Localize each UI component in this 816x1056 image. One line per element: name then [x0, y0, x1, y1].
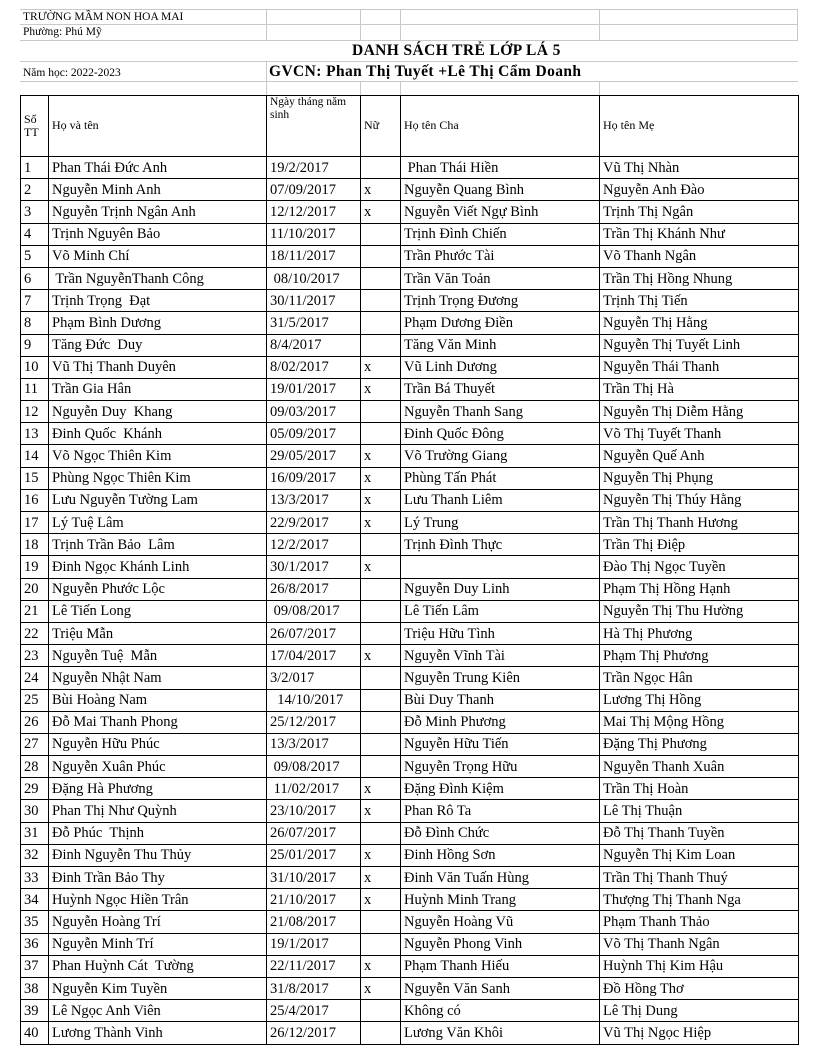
- cell-name: Nguyễn Xuân Phúc: [49, 756, 267, 778]
- cell-female: x: [361, 356, 401, 378]
- table-row: [21, 911, 799, 933]
- ward-name: Phường: Phú Mỹ: [23, 26, 102, 38]
- cell-female: [361, 245, 401, 267]
- table-row: [21, 157, 799, 179]
- cell-no: 8: [21, 312, 49, 334]
- cell-female: x: [361, 867, 401, 889]
- cell-dob: 25/01/2017: [267, 844, 361, 866]
- cell-name: Triệu Mẫn: [49, 622, 267, 644]
- cell-father: Nguyễn Thanh Sang: [401, 401, 600, 423]
- cell-father: Triệu Hữu Tình: [401, 622, 600, 644]
- cell-dob: 26/07/2017: [267, 622, 361, 644]
- cell-mother: Lương Thị Hồng: [600, 689, 799, 711]
- cell-female: [361, 711, 401, 733]
- table-row: [21, 822, 799, 844]
- cell-female: x: [361, 778, 401, 800]
- cell-dob: 26/07/2017: [267, 822, 361, 844]
- cell-female: [361, 157, 401, 179]
- table-row: [21, 867, 799, 889]
- cell-name: Phạm Bình Dương: [49, 312, 267, 334]
- cell-father: Nguyễn Duy Linh: [401, 578, 600, 600]
- col-header-father: Họ tên Cha: [401, 96, 600, 157]
- sheet-header: [20, 9, 798, 95]
- cell-dob: 09/03/2017: [267, 401, 361, 423]
- cell-name: Trịnh Trọng Đạt: [49, 290, 267, 312]
- cell-name: Nguyễn Minh Trí: [49, 933, 267, 955]
- cell-mother: Nguyễn Thị Thu Hường: [600, 600, 799, 622]
- cell-father: Phạm Thanh Hiếu: [401, 955, 600, 977]
- cell-female: [361, 667, 401, 689]
- cell-mother: Trịnh Thị Ngân: [600, 201, 799, 223]
- table-row: [21, 356, 799, 378]
- table-row: [21, 223, 799, 245]
- cell-dob: 31/8/2017: [267, 977, 361, 999]
- cell-name: Nguyễn Phước Lộc: [49, 578, 267, 600]
- table-row: [21, 489, 799, 511]
- cell-father: Trần Bá Thuyết: [401, 378, 600, 400]
- cell-mother: Thượng Thị Thanh Nga: [600, 889, 799, 911]
- cell-father: Phạm Dương Điền: [401, 312, 600, 334]
- cell-father: Nguyễn Vĩnh Tài: [401, 645, 600, 667]
- school-name: TRƯỜNG MẦM NON HOA MAI: [23, 11, 184, 23]
- table-row: [21, 378, 799, 400]
- cell-female: x: [361, 844, 401, 866]
- cell-mother: Trần Thị Thanh Hương: [600, 512, 799, 534]
- cell-dob: 22/11/2017: [267, 955, 361, 977]
- table-row: [21, 622, 799, 644]
- cell-dob: 30/1/2017: [267, 556, 361, 578]
- cell-mother: Hà Thị Phương: [600, 622, 799, 644]
- table-row: [21, 933, 799, 955]
- cell-no: 1: [21, 157, 49, 179]
- cell-dob: 29/05/2017: [267, 445, 361, 467]
- cell-dob: 12/12/2017: [267, 201, 361, 223]
- cell-no: 2: [21, 179, 49, 201]
- cell-name: Trần Gia Hân: [49, 378, 267, 400]
- table-row: [21, 645, 799, 667]
- cell-father: Đặng Đình Kiệm: [401, 778, 600, 800]
- cell-female: [361, 334, 401, 356]
- table-row: [21, 689, 799, 711]
- cell-name: Đinh Nguyễn Thu Thủy: [49, 844, 267, 866]
- cell-female: [361, 267, 401, 289]
- cell-no: 23: [21, 645, 49, 667]
- cell-dob: 3/2/017: [267, 667, 361, 689]
- homeroom-teachers: GVCN: Phan Thị Tuyết +Lê Thị Cẩm Doanh: [269, 63, 582, 80]
- table-row: [21, 1000, 799, 1022]
- cell-dob: 19/2/2017: [267, 157, 361, 179]
- cell-dob: 08/10/2017: [267, 267, 361, 289]
- cell-mother: Phạm Thị Phương: [600, 645, 799, 667]
- cell-dob: 31/10/2017: [267, 867, 361, 889]
- cell-female: [361, 290, 401, 312]
- cell-dob: 17/04/2017: [267, 645, 361, 667]
- cell-father: Huỳnh Minh Trang: [401, 889, 600, 911]
- cell-no: 17: [21, 512, 49, 534]
- class-roster-sheet: [20, 9, 798, 1045]
- cell-name: Đặng Hà Phương: [49, 778, 267, 800]
- cell-name: Đỗ Phúc Thịnh: [49, 822, 267, 844]
- table-row: [21, 201, 799, 223]
- col-header-female: Nữ: [361, 96, 401, 157]
- cell-father: Nguyễn Quang Bình: [401, 179, 600, 201]
- cell-name: Phan Huỳnh Cát Tường: [49, 955, 267, 977]
- cell-mother: Nguyễn Thị Thúy Hằng: [600, 489, 799, 511]
- cell-mother: Trần Thị Điệp: [600, 534, 799, 556]
- cell-no: 32: [21, 844, 49, 866]
- table-row: [21, 534, 799, 556]
- cell-father: Nguyễn Văn Sanh: [401, 977, 600, 999]
- table-row: [21, 578, 799, 600]
- cell-no: 5: [21, 245, 49, 267]
- cell-female: x: [361, 179, 401, 201]
- cell-female: x: [361, 378, 401, 400]
- cell-name: Trịnh Nguyên Bảo: [49, 223, 267, 245]
- cell-female: [361, 1000, 401, 1022]
- cell-father: Đỗ Minh Phương: [401, 711, 600, 733]
- cell-mother: Nguyễn Thị Tuyết Linh: [600, 334, 799, 356]
- cell-name: Lưu Nguyễn Tường Lam: [49, 489, 267, 511]
- table-row: [21, 889, 799, 911]
- table-row: [21, 844, 799, 866]
- cell-name: Nguyễn Minh Anh: [49, 179, 267, 201]
- cell-dob: 26/8/2017: [267, 578, 361, 600]
- table-row: [21, 1022, 799, 1044]
- cell-mother: Phạm Thanh Thảo: [600, 911, 799, 933]
- cell-father: Nguyễn Trọng Hữu: [401, 756, 600, 778]
- cell-female: [361, 578, 401, 600]
- cell-mother: Trần Thị Hà: [600, 378, 799, 400]
- cell-female: [361, 223, 401, 245]
- table-row: [21, 512, 799, 534]
- cell-female: x: [361, 977, 401, 999]
- cell-no: 4: [21, 223, 49, 245]
- cell-no: 28: [21, 756, 49, 778]
- cell-name: Huỳnh Ngọc Hiền Trân: [49, 889, 267, 911]
- cell-mother: Đào Thị Ngọc Tuyền: [600, 556, 799, 578]
- cell-name: Phùng Ngọc Thiên Kim: [49, 467, 267, 489]
- cell-female: x: [361, 445, 401, 467]
- cell-no: 33: [21, 867, 49, 889]
- cell-no: 26: [21, 711, 49, 733]
- cell-female: [361, 401, 401, 423]
- table-row: [21, 778, 799, 800]
- cell-female: [361, 534, 401, 556]
- cell-female: [361, 733, 401, 755]
- cell-mother: Nguyễn Anh Đào: [600, 179, 799, 201]
- cell-no: 19: [21, 556, 49, 578]
- cell-no: 20: [21, 578, 49, 600]
- cell-father: Nguyễn Hữu Tiến: [401, 733, 600, 755]
- table-row: [21, 401, 799, 423]
- table-row: [21, 977, 799, 999]
- cell-no: 16: [21, 489, 49, 511]
- cell-father: Không có: [401, 1000, 600, 1022]
- cell-mother: Nguyễn Thị Phụng: [600, 467, 799, 489]
- cell-name: Võ Ngọc Thiên Kim: [49, 445, 267, 467]
- cell-dob: 26/12/2017: [267, 1022, 361, 1044]
- table-row: [21, 756, 799, 778]
- cell-no: 25: [21, 689, 49, 711]
- cell-dob: 25/4/2017: [267, 1000, 361, 1022]
- cell-mother: Nguyễn Thị Kim Loan: [600, 844, 799, 866]
- cell-father: Trịnh Đình Chiến: [401, 223, 600, 245]
- cell-mother: Võ Thị Tuyết Thanh: [600, 423, 799, 445]
- cell-no: 38: [21, 977, 49, 999]
- cell-female: [361, 423, 401, 445]
- cell-mother: Vũ Thị Ngọc Hiệp: [600, 1022, 799, 1044]
- cell-no: 30: [21, 800, 49, 822]
- cell-female: [361, 689, 401, 711]
- cell-name: Nguyễn Hoàng Trí: [49, 911, 267, 933]
- cell-father: Lương Văn Khôi: [401, 1022, 600, 1044]
- cell-no: 9: [21, 334, 49, 356]
- cell-name: Nguyễn Tuệ Mẫn: [49, 645, 267, 667]
- cell-mother: Đặng Thị Phương: [600, 733, 799, 755]
- cell-father: Vũ Linh Dương: [401, 356, 600, 378]
- cell-father: Trần Phước Tài: [401, 245, 600, 267]
- cell-name: Võ Minh Chí: [49, 245, 267, 267]
- cell-no: 12: [21, 401, 49, 423]
- cell-father: Lý Trung: [401, 512, 600, 534]
- cell-name: Phan Thái Đức Anh: [49, 157, 267, 179]
- page-title: DANH SÁCH TRẺ LỚP LÁ 5: [352, 42, 561, 59]
- cell-name: Bùi Hoàng Nam: [49, 689, 267, 711]
- cell-name: Lương Thành Vinh: [49, 1022, 267, 1044]
- cell-name: Nguyễn Kim Tuyền: [49, 977, 267, 999]
- cell-father: Võ Trường Giang: [401, 445, 600, 467]
- cell-dob: 11/02/2017: [267, 778, 361, 800]
- cell-father: [401, 556, 600, 578]
- cell-no: 3: [21, 201, 49, 223]
- cell-dob: 21/10/2017: [267, 889, 361, 911]
- cell-name: Trần NguyễnThanh Công: [49, 267, 267, 289]
- cell-dob: 09/08/2017: [267, 756, 361, 778]
- cell-no: 40: [21, 1022, 49, 1044]
- cell-female: [361, 1022, 401, 1044]
- cell-dob: 31/5/2017: [267, 312, 361, 334]
- cell-mother: Mai Thị Mộng Hồng: [600, 711, 799, 733]
- col-header-name: Họ và tên: [49, 96, 267, 157]
- table-row: [21, 423, 799, 445]
- table-row: [21, 245, 799, 267]
- cell-father: Trịnh Trọng Đương: [401, 290, 600, 312]
- cell-female: [361, 312, 401, 334]
- cell-no: 27: [21, 733, 49, 755]
- cell-mother: Huỳnh Thị Kim Hậu: [600, 955, 799, 977]
- cell-female: [361, 600, 401, 622]
- cell-father: Phan Thái Hiền: [401, 157, 600, 179]
- cell-name: Đinh Trần Bảo Thy: [49, 867, 267, 889]
- cell-name: Trịnh Trần Bảo Lâm: [49, 534, 267, 556]
- student-table: [20, 95, 799, 1045]
- cell-female: x: [361, 556, 401, 578]
- cell-female: [361, 622, 401, 644]
- cell-father: Phùng Tấn Phát: [401, 467, 600, 489]
- cell-no: 21: [21, 600, 49, 622]
- cell-mother: Võ Thị Thanh Ngân: [600, 933, 799, 955]
- table-row: [21, 445, 799, 467]
- cell-dob: 13/3/2017: [267, 733, 361, 755]
- cell-mother: Đỗ Thị Thanh Tuyền: [600, 822, 799, 844]
- cell-father: Đinh Văn Tuấn Hùng: [401, 867, 600, 889]
- cell-no: 15: [21, 467, 49, 489]
- cell-dob: 07/09/2017: [267, 179, 361, 201]
- cell-father: Nguyễn Viết Ngự Bình: [401, 201, 600, 223]
- cell-father: Nguyễn Trung Kiên: [401, 667, 600, 689]
- cell-no: 35: [21, 911, 49, 933]
- cell-no: 39: [21, 1000, 49, 1022]
- cell-no: 14: [21, 445, 49, 467]
- cell-father: Nguyễn Phong Vinh: [401, 933, 600, 955]
- cell-no: 18: [21, 534, 49, 556]
- table-row: [21, 667, 799, 689]
- table-row: [21, 733, 799, 755]
- cell-father: Đinh Quốc Đông: [401, 423, 600, 445]
- cell-name: Nguyễn Duy Khang: [49, 401, 267, 423]
- cell-dob: 11/10/2017: [267, 223, 361, 245]
- cell-dob: 18/11/2017: [267, 245, 361, 267]
- student-rows: [21, 157, 799, 1045]
- cell-female: x: [361, 489, 401, 511]
- cell-dob: 8/4/2017: [267, 334, 361, 356]
- table-header-row: [21, 96, 799, 157]
- cell-female: x: [361, 889, 401, 911]
- table-row: [21, 711, 799, 733]
- cell-father: Lưu Thanh Liêm: [401, 489, 600, 511]
- table-row: [21, 334, 799, 356]
- cell-name: Đỗ Mai Thanh Phong: [49, 711, 267, 733]
- cell-mother: Lê Thị Thuận: [600, 800, 799, 822]
- cell-father: Trịnh Đình Thực: [401, 534, 600, 556]
- cell-name: Nguyễn Nhật Nam: [49, 667, 267, 689]
- cell-female: x: [361, 955, 401, 977]
- cell-mother: Trần Thị Hồng Nhung: [600, 267, 799, 289]
- cell-female: x: [361, 645, 401, 667]
- cell-no: 10: [21, 356, 49, 378]
- cell-dob: 19/01/2017: [267, 378, 361, 400]
- cell-name: Nguyễn Hữu Phúc: [49, 733, 267, 755]
- cell-name: Nguyễn Trịnh Ngân Anh: [49, 201, 267, 223]
- cell-mother: Trần Thị Hoàn: [600, 778, 799, 800]
- cell-mother: Trần Thị Khánh Như: [600, 223, 799, 245]
- cell-female: x: [361, 201, 401, 223]
- cell-no: 13: [21, 423, 49, 445]
- cell-no: 31: [21, 822, 49, 844]
- cell-female: [361, 911, 401, 933]
- table-row: [21, 467, 799, 489]
- cell-mother: Võ Thanh Ngân: [600, 245, 799, 267]
- cell-father: Đỗ Đình Chức: [401, 822, 600, 844]
- cell-name: Tăng Đức Duy: [49, 334, 267, 356]
- cell-name: Lê Tiến Long: [49, 600, 267, 622]
- cell-father: Bùi Duy Thanh: [401, 689, 600, 711]
- cell-female: [361, 822, 401, 844]
- cell-dob: 23/10/2017: [267, 800, 361, 822]
- cell-dob: 25/12/2017: [267, 711, 361, 733]
- cell-dob: 19/1/2017: [267, 933, 361, 955]
- cell-no: 29: [21, 778, 49, 800]
- cell-female: x: [361, 512, 401, 534]
- cell-dob: 22/9/2017: [267, 512, 361, 534]
- col-header-mother: Họ tên Mẹ: [600, 96, 799, 157]
- cell-mother: Nguyễn Thanh Xuân: [600, 756, 799, 778]
- cell-dob: 14/10/2017: [267, 689, 361, 711]
- cell-mother: Trần Thị Thanh Thuý: [600, 867, 799, 889]
- cell-female: [361, 756, 401, 778]
- cell-name: Đinh Ngọc Khánh Linh: [49, 556, 267, 578]
- cell-dob: 12/2/2017: [267, 534, 361, 556]
- cell-no: 34: [21, 889, 49, 911]
- cell-dob: 30/11/2017: [267, 290, 361, 312]
- cell-mother: Trịnh Thị Tiến: [600, 290, 799, 312]
- cell-mother: Phạm Thị Hồng Hạnh: [600, 578, 799, 600]
- cell-dob: 05/09/2017: [267, 423, 361, 445]
- table-row: [21, 312, 799, 334]
- cell-no: 11: [21, 378, 49, 400]
- cell-name: Đinh Quốc Khánh: [49, 423, 267, 445]
- cell-mother: Nguyễn Thị Diễm Hằng: [600, 401, 799, 423]
- cell-no: 24: [21, 667, 49, 689]
- cell-no: 36: [21, 933, 49, 955]
- cell-father: Tăng Văn Minh: [401, 334, 600, 356]
- cell-father: Lê Tiến Lâm: [401, 600, 600, 622]
- cell-father: Trần Văn Toản: [401, 267, 600, 289]
- cell-dob: 8/02/2017: [267, 356, 361, 378]
- cell-no: 7: [21, 290, 49, 312]
- cell-mother: Nguyễn Thị Hằng: [600, 312, 799, 334]
- cell-mother: Lê Thị Dung: [600, 1000, 799, 1022]
- cell-mother: Nguyễn Thái Thanh: [600, 356, 799, 378]
- cell-mother: Vũ Thị Nhàn: [600, 157, 799, 179]
- table-row: [21, 290, 799, 312]
- cell-female: x: [361, 467, 401, 489]
- cell-name: Lý Tuệ Lâm: [49, 512, 267, 534]
- table-row: [21, 179, 799, 201]
- table-row: [21, 955, 799, 977]
- cell-no: 37: [21, 955, 49, 977]
- cell-no: 6: [21, 267, 49, 289]
- col-header-dob: Ngày tháng năm sinh: [267, 96, 361, 157]
- cell-dob: 16/09/2017: [267, 467, 361, 489]
- cell-father: Nguyễn Hoàng Vũ: [401, 911, 600, 933]
- cell-dob: 09/08/2017: [267, 600, 361, 622]
- table-row: [21, 556, 799, 578]
- cell-father: Phan Rô Ta: [401, 800, 600, 822]
- col-header-no: Số TT: [21, 96, 49, 157]
- cell-father: Đinh Hồng Sơn: [401, 844, 600, 866]
- cell-female: [361, 933, 401, 955]
- cell-dob: 13/3/2017: [267, 489, 361, 511]
- table-row: [21, 267, 799, 289]
- cell-mother: Trần Ngọc Hân: [600, 667, 799, 689]
- cell-no: 22: [21, 622, 49, 644]
- cell-dob: 21/08/2017: [267, 911, 361, 933]
- cell-mother: Nguyễn Quế Anh: [600, 445, 799, 467]
- cell-name: Lê Ngọc Anh Viên: [49, 1000, 267, 1022]
- school-year: Năm học: 2022-2023: [23, 67, 121, 79]
- cell-name: Phan Thị Như Quỳnh: [49, 800, 267, 822]
- cell-mother: Đồ Hồng Thơ: [600, 977, 799, 999]
- table-row: [21, 800, 799, 822]
- cell-female: x: [361, 800, 401, 822]
- table-row: [21, 600, 799, 622]
- cell-name: Vũ Thị Thanh Duyên: [49, 356, 267, 378]
